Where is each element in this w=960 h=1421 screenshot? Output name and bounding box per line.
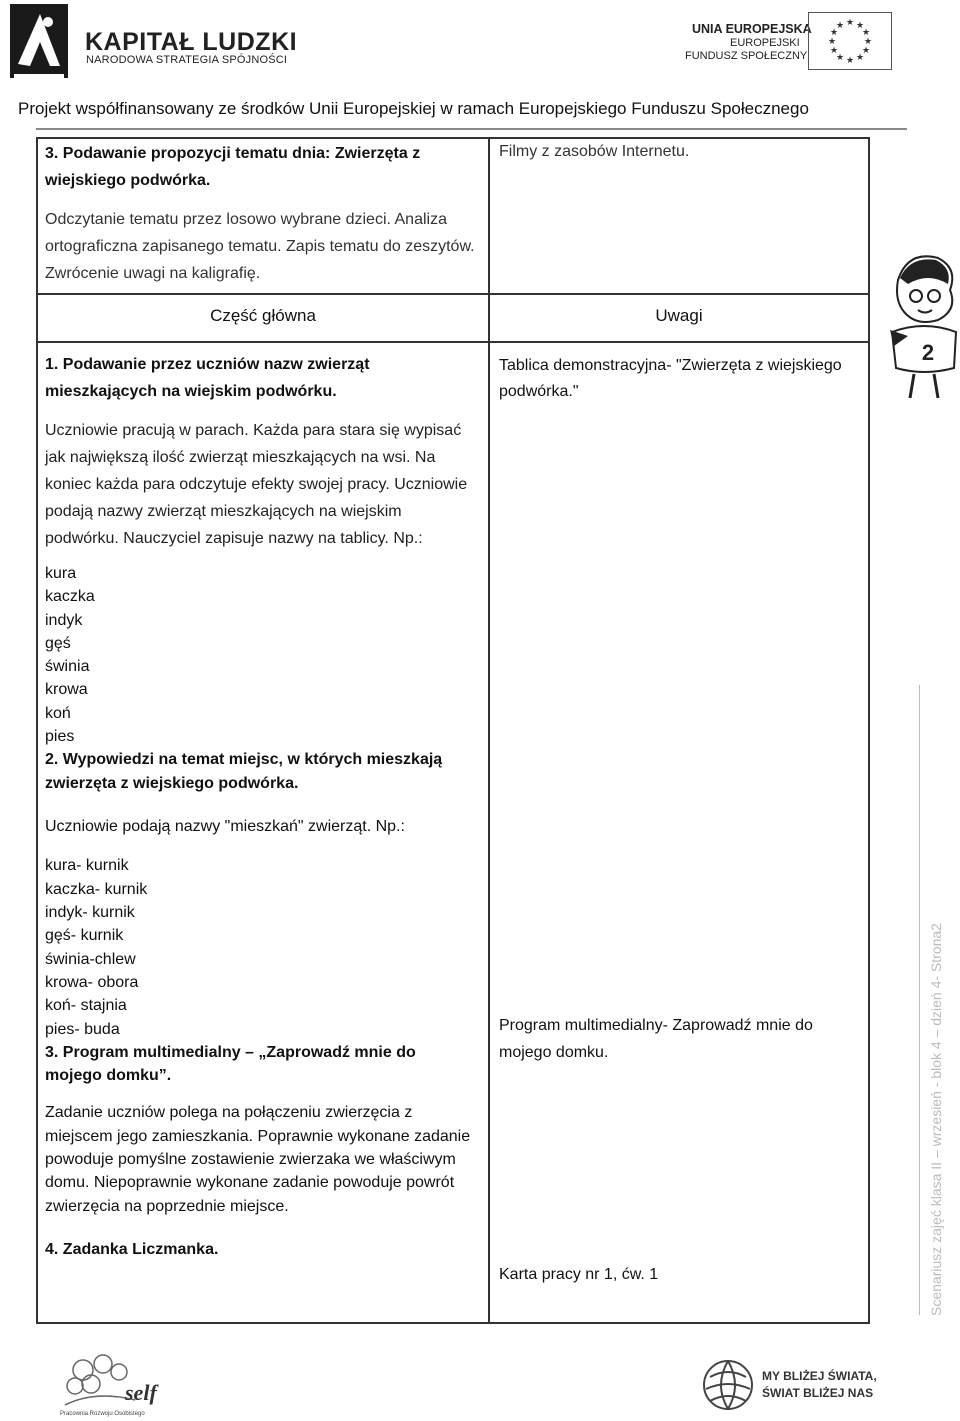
section-3-text: Zadanie uczniów polega na połączeniu zwierzęcia z miejscem jego zamieszkania. Poprawnie wykonane zadanie powoduje pomyślne zostawienie zwierzaka we właściwym domu. Niepoprawnie wykonane zadanie powoduje powrót zwierzęcia na poprzednie miejsce. [45,1104,471,1215]
note-multimedia-program: Program multimedialny- Zaprowadź mnie do mojego domku. [499,1017,813,1061]
table-row-divider-1 [36,293,870,295]
eu-label-line1: UNIA EUROPEJSKA [692,22,812,36]
svg-text:★: ★ [829,28,839,38]
svg-text:★: ★ [827,37,837,47]
bliz-slogan-line2: ŚWIAT BLIŻEJ NAS [762,1386,874,1400]
section-2-heading: 2. Wypowiedzi na temat miejsc, w których mieszkają zwierzęta z wiejskiego podwórka. [45,751,443,792]
note-worksheet: Karta pracy nr 1, ćw. 1 [499,1266,659,1283]
section-3-heading: 3. Program multimedialny – „Zaprowadź mnie do mojego domku”. [45,1043,416,1085]
header-divider [36,128,907,130]
table-bottom-border [36,1322,870,1324]
list-item: krowa- obora [45,973,139,991]
student-badge-number: 2 [921,340,935,365]
eu-label-line2: EUROPEJSKI [730,37,800,49]
list-item: kaczka- kurnik [45,880,148,898]
top-right-cell: Filmy z zasobów Internetu. [499,143,690,160]
section-1-heading: 1. Podawanie przez uczniów nazw zwierząt mieszkających na wiejskim podwórku. [45,356,370,400]
list-item: pies [45,728,75,746]
list-item: koń [45,704,71,722]
eu-flag-icon [808,12,892,70]
main-part-header: Część główna [210,306,316,325]
section-4-heading: 4. Zadanka Liczmanka. [45,1240,219,1258]
list-item: indyk [45,611,83,629]
list-item: pies- buda [45,1020,120,1038]
project-cofinancing-line: Projekt współfinansowany ze środków Unii Europejskiej w ramach Europejskiego Funduszu Społecznego [18,99,809,118]
self-logo-icon [55,1350,165,1420]
kapital-ludzki-logo-icon [10,4,68,78]
note-demo-board: Tablica demonstracyjna- "Zwierzęta z wiejskiego podwórka." [499,357,842,400]
svg-text:★: ★ [845,18,855,28]
table-row-divider-2 [36,341,870,343]
bliz-slogan-line1: MY BLIŻEJ ŚWIATA, [762,1369,877,1383]
svg-text:★: ★ [855,53,865,63]
topic-text: Odczytanie tematu przez losowo wybrane dzieci. Analiza ortograficzna zapisanego tematu. Zapis tematu do zeszytów. Zwrócenie uwagi na kaligrafię. [45,211,475,282]
svg-text:self: self [125,1380,157,1405]
animal-home-list [45,854,477,1040]
list-item: gęś- kurnik [45,927,124,945]
main-left-cell [45,351,477,1261]
svg-text:★: ★ [855,21,865,31]
topic-heading: 3. Podawanie propozycji tematu dnia: Zwierzęta z wiejskiego podwórka. [45,145,421,189]
list-item: kura- kurnik [45,857,129,875]
svg-text:★: ★ [845,56,855,66]
vertical-footer-text: Scenariusz zajęć klasa II – wrzesień - blok 4 – dzień 4- Strona2 [928,923,944,1316]
list-item: krowa [45,681,88,699]
svg-text:★: ★ [835,21,845,31]
section-1-text: Uczniowie pracują w parach. Każda para stara się wypisać jak największą ilość zwierząt mieszkających na wsi. Na koniec każda para odczytuje efekty swojej pracy. Uczniowie podają nazwy zwierząt mieszkających na wiejskim podwórku. Nauczyciel zapisuje nazwy na tablicy. Np.: [45,422,468,547]
list-item: kaczka [45,588,95,606]
svg-text:★: ★ [861,28,871,38]
top-left-cell [45,140,475,287]
table-right-border [868,137,870,1324]
globe-logo-icon [700,1357,756,1413]
notes-header: Uwagi [655,306,703,325]
table-top-border [36,137,870,139]
list-item: koń- stajnia [45,997,127,1015]
kapital-ludzki-title: KAPITAŁ LUDZKI [85,28,298,56]
self-logo-subtitle: Pracownia Rozwoju Osobistego [60,1411,145,1417]
side-divider [919,685,920,1315]
svg-text:★: ★ [829,46,839,56]
svg-text:★: ★ [861,46,871,56]
eu-label-line3: FUNDUSZ SPOŁECZNY [685,50,808,62]
student-figure-icon [888,250,960,400]
section-2-text: Uczniowie podają nazwy "mieszkań" zwierząt. Np.: [45,817,405,835]
list-item: świnia-chlew [45,950,136,968]
animal-list [45,562,477,748]
list-item: kura [45,565,77,582]
list-item: indyk- kurnik [45,904,135,922]
list-item: świnia [45,658,90,676]
svg-text:★: ★ [835,53,845,63]
list-item: gęś [45,634,71,652]
svg-text:★: ★ [863,37,873,47]
kapital-ludzki-subtitle: NARODOWA STRATEGIA SPÓJNOŚCI [86,54,288,66]
